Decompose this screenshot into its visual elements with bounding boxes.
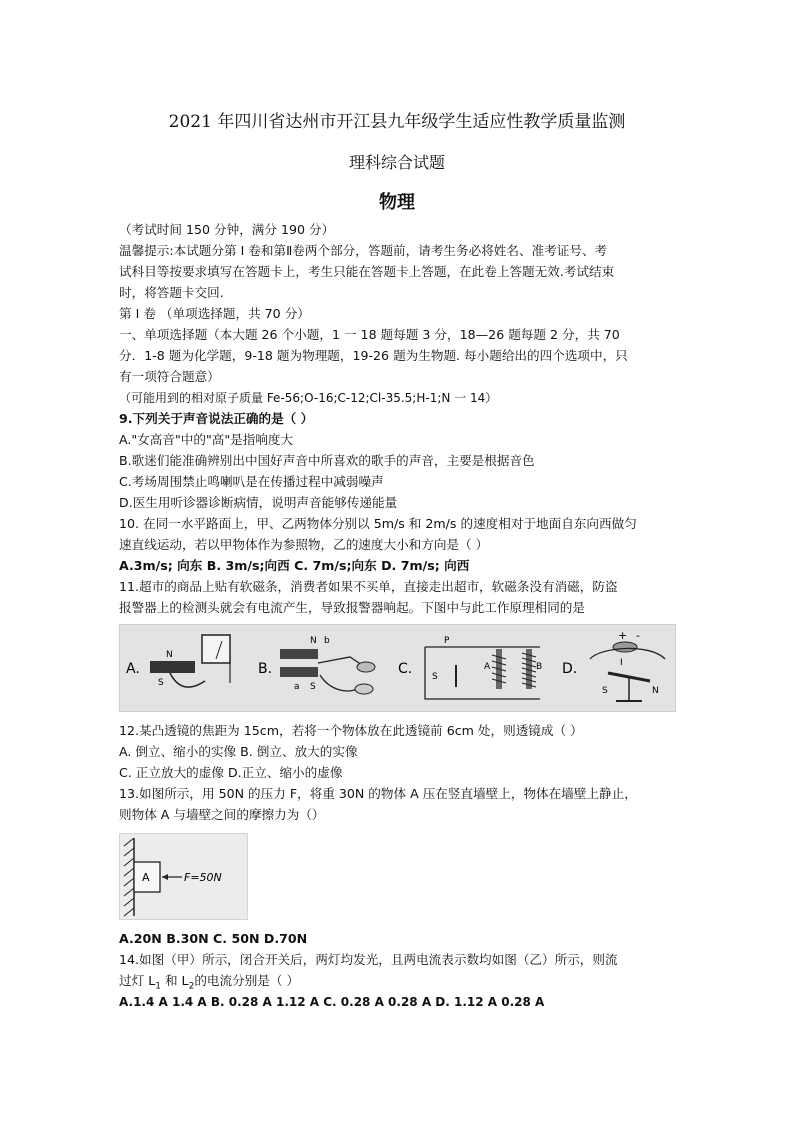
section-line-3: 有一项符合题意） (119, 369, 220, 384)
fig-c-a-mark: A (484, 662, 491, 672)
q11-figure-drawing (120, 625, 675, 711)
fig-b-s-mark: S (310, 682, 316, 692)
notice-line-3: 时，将答题卡交回. (119, 285, 224, 300)
q14-options: A.1.4 A 1.4 A B. 0.28 A 1.12 A C. 0.28 A 0.28 A D. 1.12 A 0.28 A (119, 995, 545, 1009)
fig-b-battery-icon (357, 662, 375, 672)
q14-stem-2b: 和 L (160, 973, 189, 988)
fig-d-battery-icon (613, 642, 637, 652)
fig-c-s-mark: S (432, 672, 438, 682)
q11-figure (119, 624, 676, 712)
subject-heading: 物理 (379, 192, 415, 213)
fig-d-oersted-setup (562, 629, 665, 701)
q14-sub-1: 1 (155, 981, 161, 992)
exam-subtitle: 理科综合试题 (348, 153, 445, 172)
q11-stem-1: 11.超市的商品上贴有软磁条，消费者如果不买单，直接走出超市，软磁条没有消磁，防盗 (119, 579, 618, 594)
notice-line-2: 试科目等按要求填写在答题卡上，考生只能在答题卡上答题，在此卷上答题无效.考试结束 (119, 264, 615, 279)
fig-b-wire-icon (318, 657, 362, 665)
q9-option-c: C.考场周围禁止鸣喇叭是在传播过程中减弱噪声 (119, 474, 384, 489)
q10-stem-1: 10. 在同一水平路面上，甲、乙两物体分别以 5m/s 和 2m/s 的速度相对于地面自东向西做匀 (119, 516, 637, 531)
q9-option-d: D.医生用听诊器诊断病情，说明声音能够传递能量 (119, 495, 398, 510)
fig-a-magnet-icon (150, 661, 195, 673)
q13-figure (119, 833, 248, 920)
q14-sub-2: 2 (188, 981, 195, 992)
section-line-1: 一、单项选择题（本大题 26 个小题，1 一 18 题每题 3 分，18—26 题每题 2 分，共 70 (119, 327, 620, 342)
q9-option-b: B.歌迷们能准确辨别出中国好声音中所喜欢的歌手的声音，主要是根据音色 (119, 453, 535, 468)
fig-d-minus-mark: - (636, 629, 640, 642)
fig-b-switch-icon (355, 684, 373, 694)
q14-stem-1: 14.如图（甲）所示，闭合开关后，两灯均发光，且两电流表示数均如图（乙）所示，则流 (119, 952, 618, 967)
q13-stem-1: 13.如图所示，用 50N 的压力 F，将重 30N 的物体 A 压在竖直墙壁上，物体在墙壁上静止， (119, 786, 637, 801)
fig-a-n-mark: N (166, 650, 173, 660)
fig-b-rail-setup (258, 636, 375, 694)
force-arrowhead-icon (162, 874, 168, 880)
q12-options-cd: C. 正立放大的虚像 D.正立、缩小的虚像 (119, 765, 343, 780)
q10-stem-2: 速直线运动，若以甲物体作为参照物，乙的速度大小和方向是（ ） (119, 537, 489, 552)
q13-options: A.20N B.30N C. 50N D.70N (119, 931, 308, 946)
q13-stem-2: 则物体 A 与墙壁之间的摩擦力为（） (119, 807, 325, 822)
fig-b-wire2-icon (320, 675, 360, 691)
part-heading: 第 I 卷 （单项选择题，共 70 分） (119, 306, 310, 321)
q14-stem-2a: 过灯 L (119, 973, 156, 988)
fig-d-plus-mark: + (618, 629, 628, 642)
q12-options-ab: A. 倒立、缩小的实像 B. 倒立、放大的实像 (119, 744, 358, 759)
force-label: F=50N (184, 871, 222, 884)
q10-options: A.3m/s; 向东 B. 3m/s;向西 C. 7m/s;向东 D. 7m/s; 向西 (119, 558, 470, 573)
fig-a-galvanometer-setup (126, 635, 230, 688)
fig-d-i-mark: I (620, 658, 623, 668)
fig-c-p-mark: P (444, 636, 450, 646)
block-a-label: A (142, 871, 150, 884)
fig-c-electromagnet-setup (398, 636, 542, 699)
q13-figure-drawing (120, 834, 247, 919)
fig-d-s-mark: S (602, 686, 608, 696)
fig-b-magnet-bottom-icon (280, 667, 318, 677)
fig-d-label: D. (562, 661, 578, 677)
fig-b-b-mark: b (324, 636, 330, 646)
notice-line-1: 温馨提示:本试题分第 I 卷和第Ⅱ卷两个部分，答题前，请考生务必将姓名、准考证号、考 (119, 243, 608, 258)
fig-d-n-mark: N (652, 686, 659, 696)
time-info: （考试时间 150 分钟，满分 190 分） (119, 222, 335, 237)
fig-c-b-mark: B (536, 662, 543, 672)
fig-a-s-mark: S (158, 678, 164, 688)
fig-c-label: C. (398, 661, 413, 677)
fig-b-a-mark: a (294, 682, 300, 692)
q11-stem-2: 报警器上的检测头就会有电流产生，导致报警器响起。下图中与此工作原理相同的是 (119, 600, 585, 615)
section-line-2: 分．1-8 题为化学题，9-18 题为物理题，19-26 题为生物题. 每小题给出的四个选项中，只 (119, 348, 628, 363)
q14-stem-2c: 的电流分别是（ ） (194, 973, 300, 988)
q9-option-a: A."女高音"中的"高"是指响度大 (119, 432, 294, 447)
q9-stem: 9.下列关于声音说法正确的是（ ） (119, 411, 314, 426)
fig-a-label: A. (126, 661, 140, 677)
fig-b-n-mark: N (310, 636, 317, 646)
exam-title: 2021 年四川省达州市开江县九年级学生适应性教学质量监测 (168, 112, 626, 132)
atomic-mass-note: （可能用到的相对原子质量 Fe-56;O-16;C-12;Cl-35.5;H-1;N 一 14） (119, 391, 498, 405)
q12-stem: 12.某凸透镜的焦距为 15cm，若将一个物体放在此透镜前 6cm 处，则透镜成（ ） (119, 723, 583, 738)
fig-b-label: B. (258, 661, 273, 677)
wall-hatch-icon (124, 838, 134, 916)
fig-b-magnet-top-icon (280, 649, 318, 659)
fig-a-wire-icon (170, 673, 205, 687)
